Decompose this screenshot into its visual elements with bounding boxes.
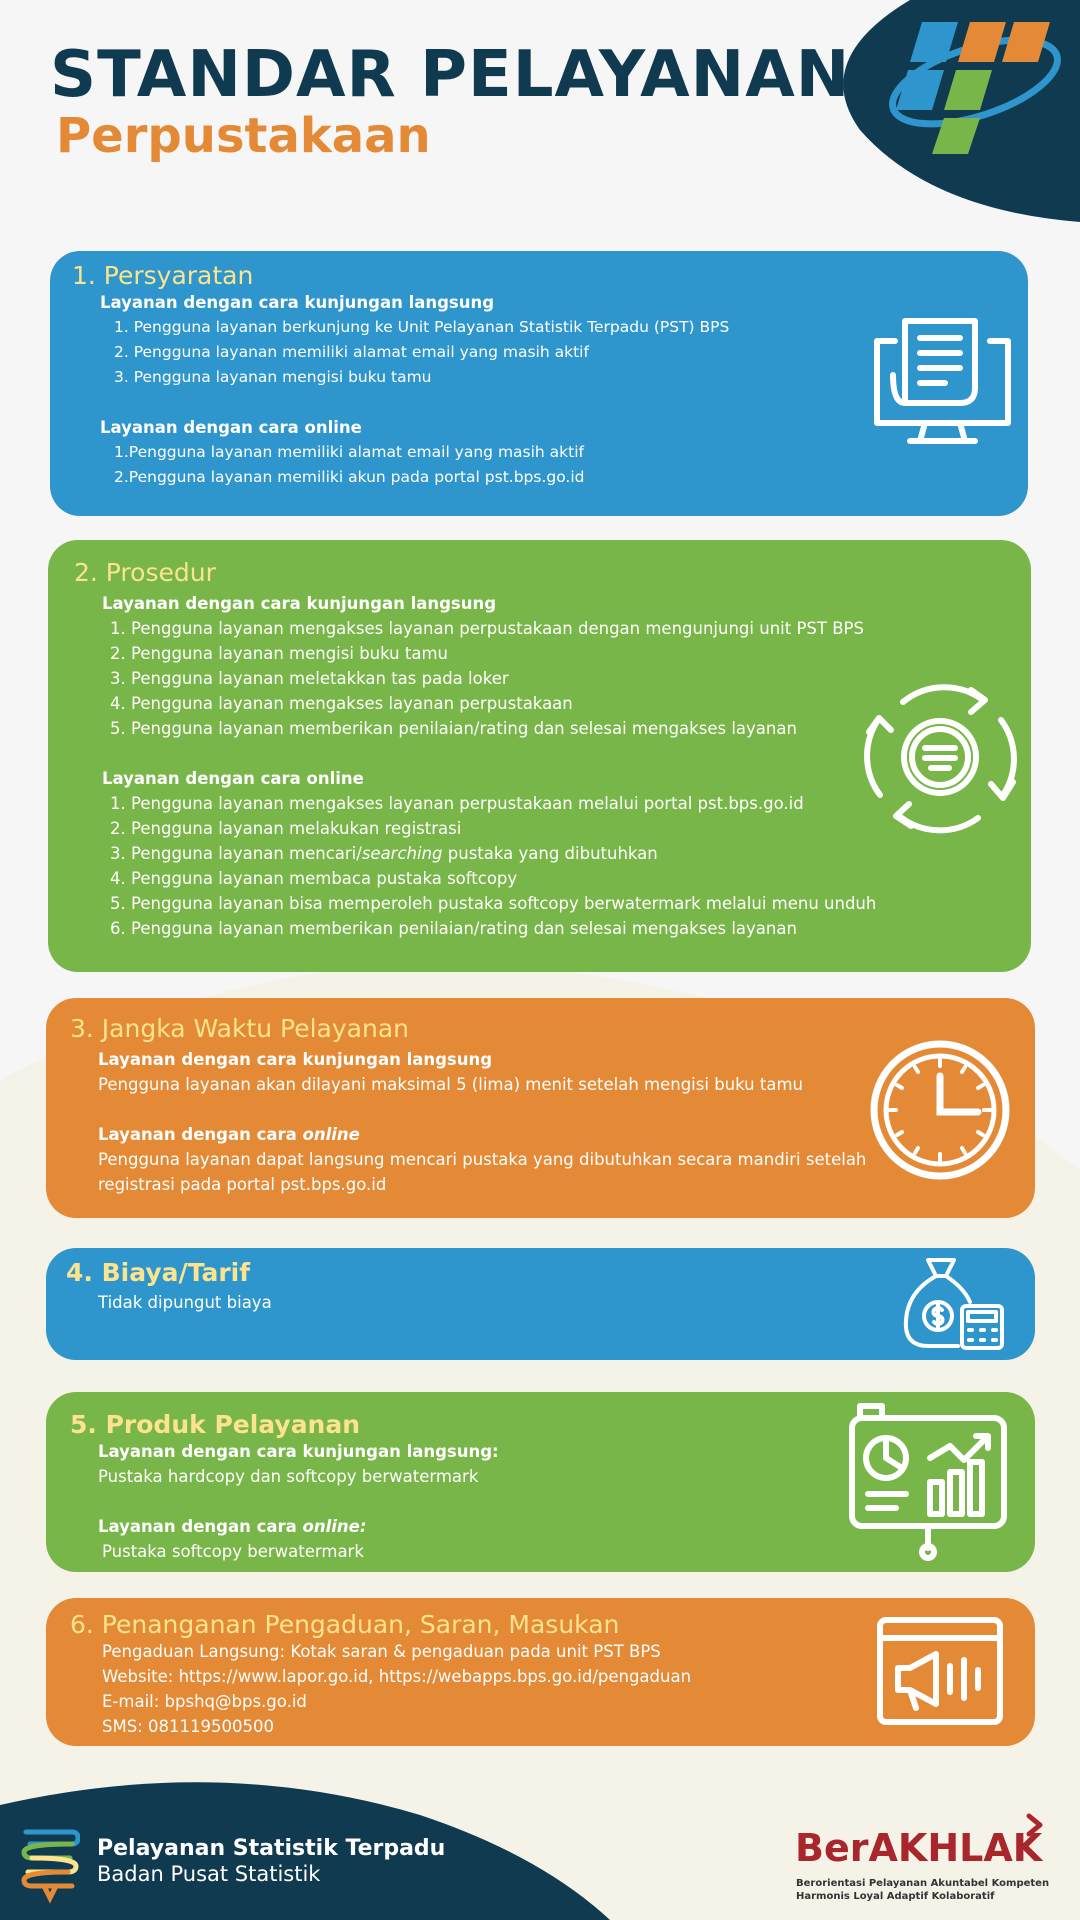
page-title: STANDAR PELAYANAN <box>50 38 851 112</box>
list-item: 4. Pengguna layanan mengakses layanan perpustakaan <box>110 694 573 713</box>
list-item: 5. Pengguna layanan memberikan penilaian/rating dan selesai mengakses layanan <box>110 719 797 738</box>
description-text: Tidak dipungut biaya <box>98 1293 272 1312</box>
section-title: 6. Penanganan Pengaduan, Saran, Masukan <box>70 1610 620 1639</box>
list-item: 3. Pengguna layanan mencari/searching pustaka yang dibutuhkan <box>110 844 658 863</box>
berakhlak-logo-text: BerAKHLAK <box>795 1826 1043 1870</box>
page-subtitle: Perpustakaan <box>56 108 431 164</box>
bps-logo <box>880 14 1070 164</box>
clock-icon <box>868 1038 1013 1183</box>
section-jangka-waktu <box>46 998 1035 1218</box>
list-item: 5. Pengguna layanan bisa memperoleh pustaka softcopy berwatermark melalui menu unduh <box>110 894 877 913</box>
list-item: 4. Pengguna layanan membaca pustaka softcopy <box>110 869 518 888</box>
subheading-langsung: Layanan dengan cara kunjungan langsung <box>100 293 495 312</box>
process-cycle-icon <box>863 680 1018 835</box>
section-produk <box>46 1392 1035 1572</box>
contact-line: SMS: 081119500500 <box>102 1717 274 1736</box>
subheading-langsung: Layanan dengan cara kunjungan langsung <box>98 1050 493 1069</box>
description-text: Pustaka softcopy berwatermark <box>102 1542 364 1561</box>
description-text: Pustaka hardcopy dan softcopy berwatermark <box>98 1467 479 1486</box>
section-title: 3. Jangka Waktu Pelayanan <box>70 1014 409 1043</box>
list-item: 1. Pengguna layanan mengakses layanan perpustakaan dengan mengunjungi unit PST BPS <box>110 619 864 638</box>
section-title: 5. Produk Pelayanan <box>70 1410 361 1439</box>
section-title: 2. Prosedur <box>74 558 216 587</box>
list-item: 6. Pengguna layanan memberikan penilaian/rating dan selesai mengakses layanan <box>110 919 797 938</box>
footer-org-subname: Badan Pusat Statistik <box>97 1862 321 1886</box>
presentation-chart-icon <box>846 1402 1011 1562</box>
subheading-langsung: Layanan dengan cara kunjungan langsung: <box>98 1442 499 1461</box>
contact-line: Pengaduan Langsung: Kotak saran & pengaduan pada unit PST BPS <box>102 1642 661 1661</box>
section-prosedur <box>48 540 1031 972</box>
contact-line: E-mail: bpshq@bps.go.id <box>102 1692 307 1711</box>
list-item: 1. Pengguna layanan mengakses layanan perpustakaan melalui portal pst.bps.go.id <box>110 794 804 813</box>
list-item: 3. Pengguna layanan mengisi buku tamu <box>114 368 432 386</box>
list-item: 1. Pengguna layanan berkunjung ke Unit Pelayanan Statistik Terpadu (PST) BPS <box>114 318 730 336</box>
section-title: 4. Biaya/Tarif <box>66 1258 251 1287</box>
subheading-online: Layanan dengan cara online <box>102 769 364 788</box>
computer-document-icon <box>865 313 1020 448</box>
list-item: 3. Pengguna layanan meletakkan tas pada loker <box>110 669 509 688</box>
section-pengaduan <box>46 1598 1035 1746</box>
section-persyaratan <box>50 251 1028 516</box>
list-item: 2. Pengguna layanan mengisi buku tamu <box>110 644 448 663</box>
berakhlak-tagline: Berorientasi Pelayanan Akuntabel Kompeten <box>796 1878 1050 1889</box>
list-item: 1.Pengguna layanan memiliki alamat email yang masih aktif <box>114 443 584 461</box>
footer-org-name: Pelayanan Statistik Terpadu <box>97 1836 446 1861</box>
berakhlak-tagline: Harmonis Loyal Adaptif Kolaboratif <box>796 1891 995 1902</box>
list-item: 2. Pengguna layanan memiliki alamat email yang masih aktif <box>114 343 589 361</box>
contact-line: Website: https://www.lapor.go.id, https://webapps.bps.go.id/pengaduan <box>102 1667 692 1686</box>
list-item: 2. Pengguna layanan melakukan registrasi <box>110 819 462 838</box>
subheading-online: Layanan dengan cara online <box>98 1125 360 1144</box>
section-title: 1. Persyaratan <box>72 261 254 290</box>
pst-logo <box>20 1826 80 1904</box>
description-text: Pengguna layanan dapat langsung mencari pustaka yang dibutuhkan secara mandiri setelah <box>98 1150 867 1169</box>
description-text: Pengguna layanan akan dilayani maksimal 5 (lima) menit setelah mengisi buku tamu <box>98 1075 803 1094</box>
subheading-langsung: Layanan dengan cara kunjungan langsung <box>102 594 497 613</box>
list-item: 2.Pengguna layanan memiliki akun pada portal pst.bps.go.id <box>114 468 585 486</box>
subheading-online: Layanan dengan cara online <box>100 418 362 437</box>
description-text: registrasi pada portal pst.bps.go.id <box>98 1175 387 1194</box>
subheading-online: Layanan dengan cara online: <box>98 1517 367 1536</box>
section-biaya <box>46 1248 1035 1360</box>
megaphone-window-icon <box>876 1616 1004 1726</box>
money-bag-calculator-icon <box>898 1254 1008 1352</box>
